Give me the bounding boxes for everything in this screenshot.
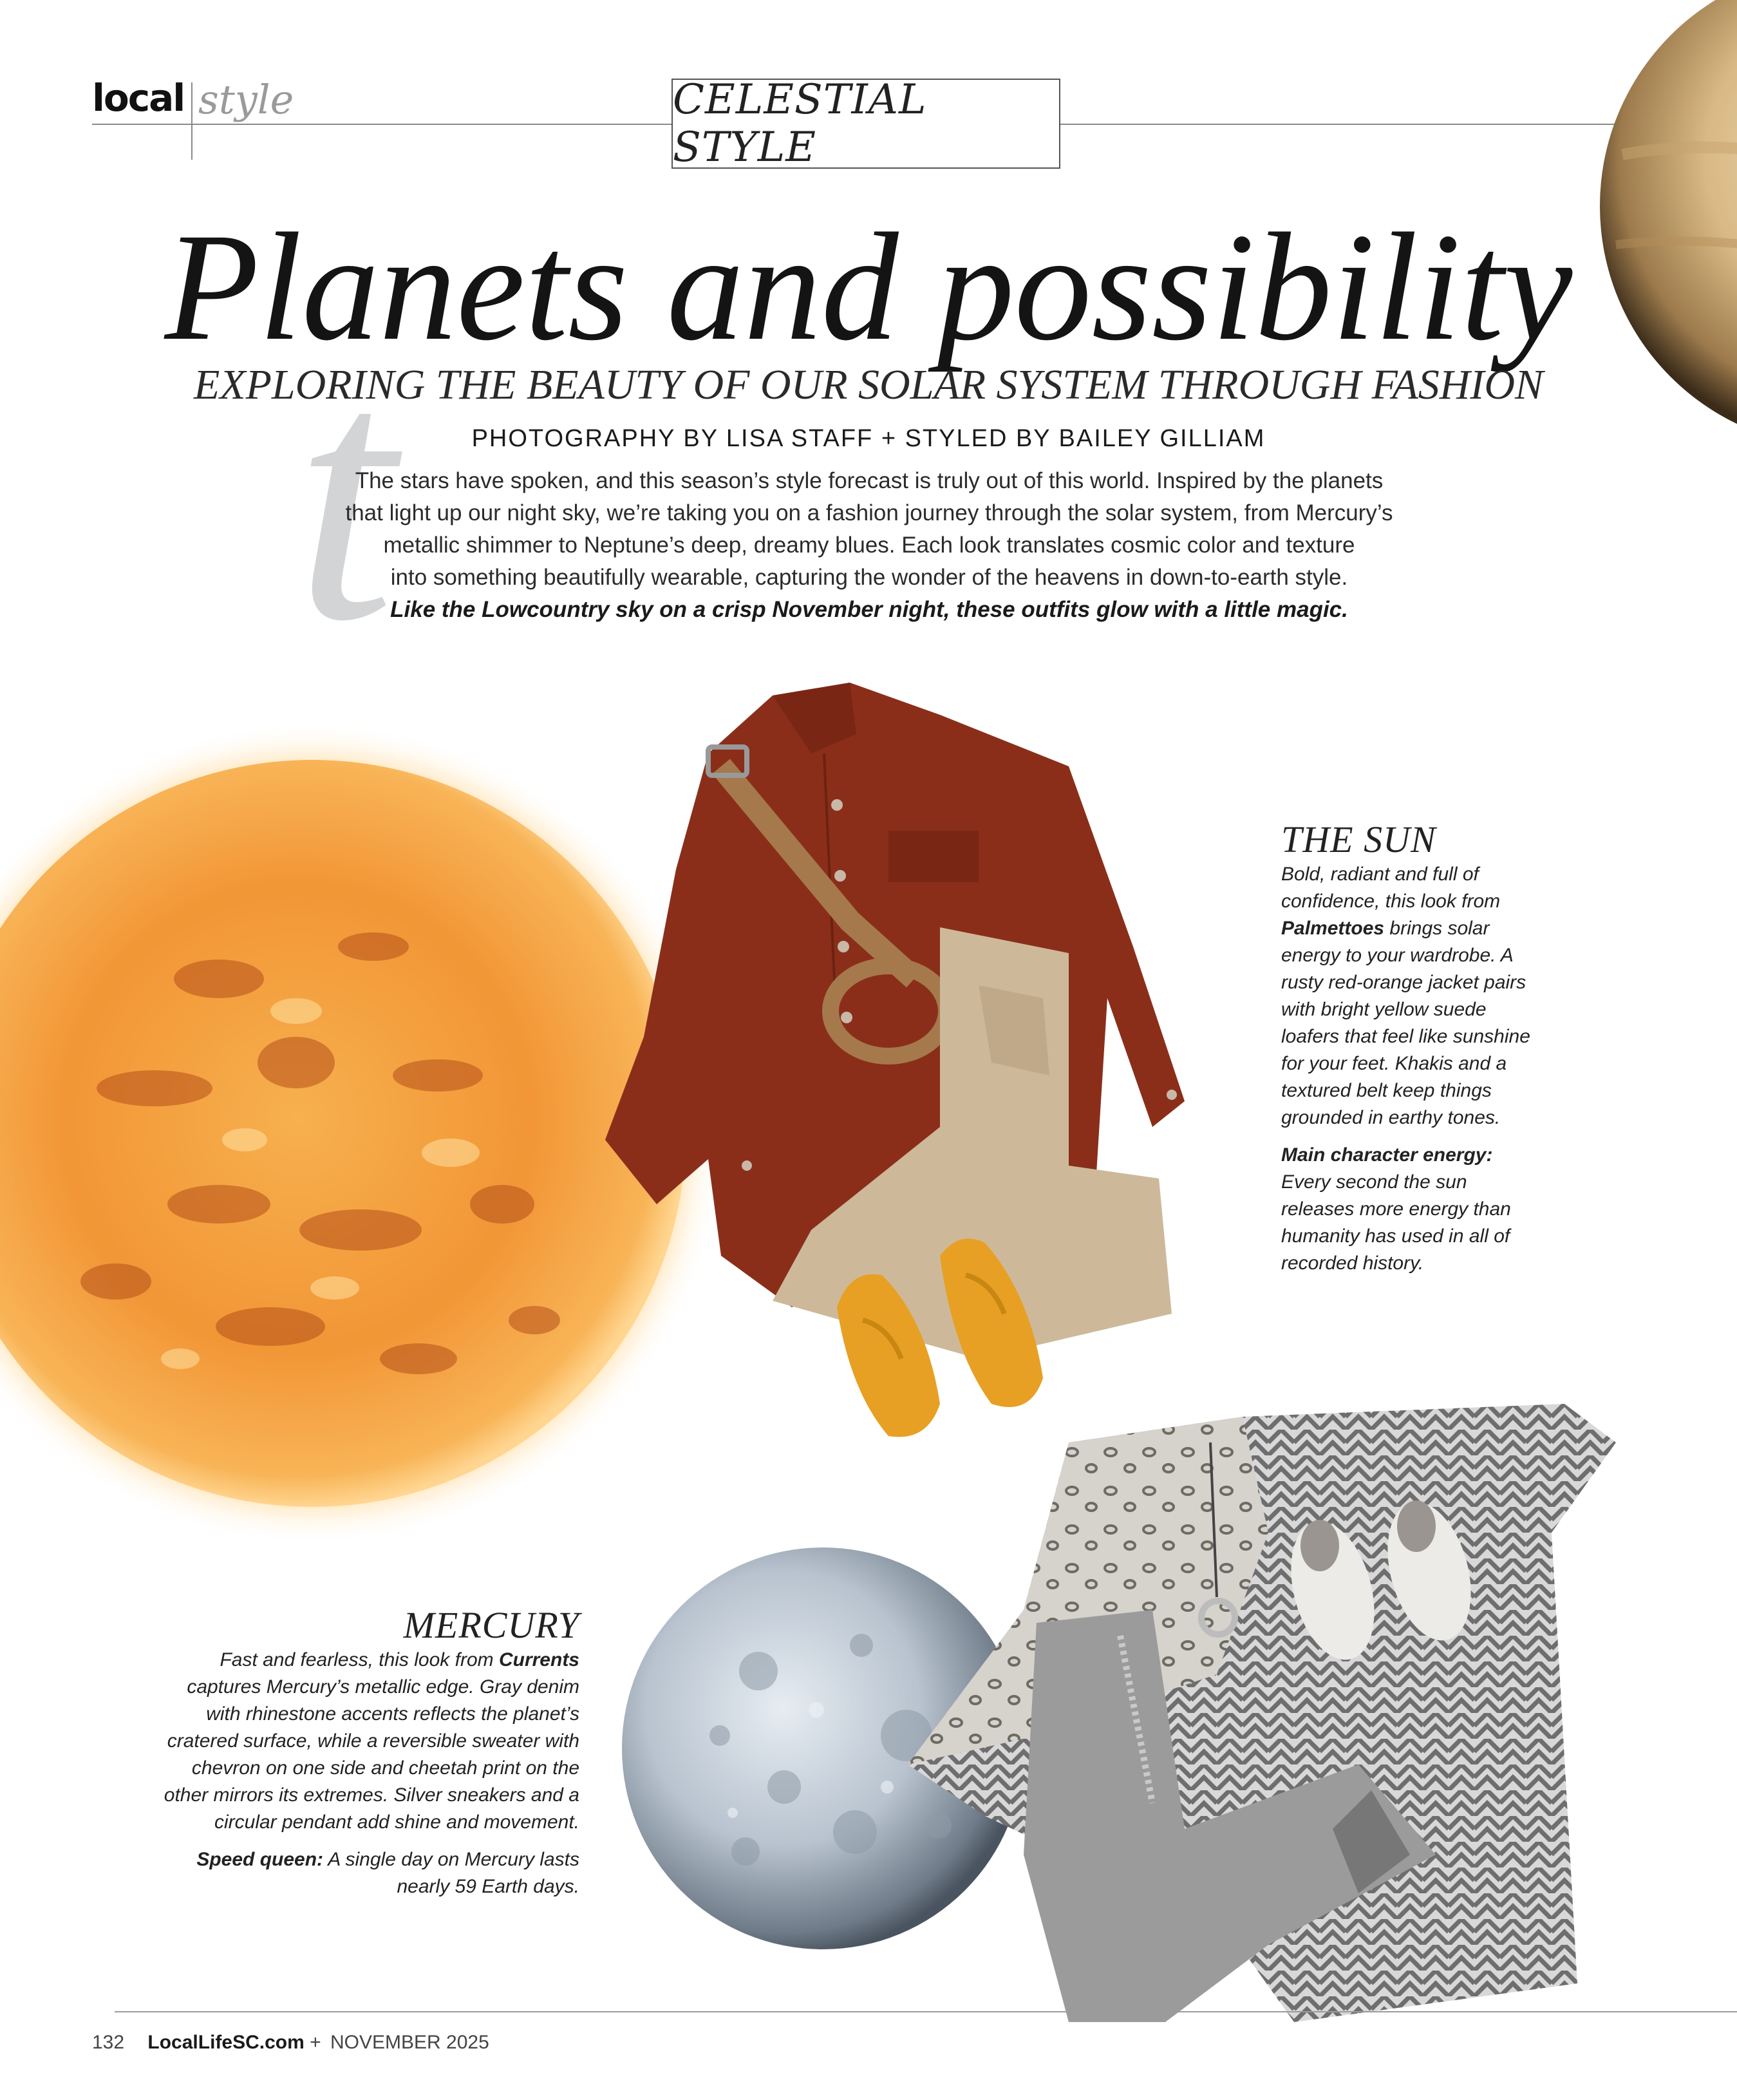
caption-line: circular pendant add shine and movement.	[214, 1811, 579, 1833]
headline: Planets and possibility	[164, 201, 1573, 372]
caption-line: confidence, this look from	[1281, 891, 1501, 912]
fact-label: Speed queen:	[196, 1849, 324, 1870]
caption-line: with bright yellow suede	[1281, 999, 1487, 1020]
logo-divider	[191, 82, 192, 160]
caption-line: for your feet. Khakis and a	[1281, 1053, 1507, 1074]
fact-line: humanity has used in all of	[1281, 1225, 1510, 1247]
sun-caption-fact	[1281, 1142, 1616, 1277]
fact-text: A single day on Mercury lasts	[323, 1849, 579, 1870]
section-label: CELESTIAL STYLE	[673, 76, 927, 171]
mercury-caption-title: MERCURY	[403, 1604, 579, 1646]
caption-line: energy to your wardrobe. A	[1281, 945, 1514, 966]
logo-local: local	[92, 76, 185, 120]
store-name: Palmettoes	[1281, 918, 1385, 939]
photo-credits: PHOTOGRAPHY BY LISA STAFF + STYLED BY BAILEY GILLIAM	[471, 425, 1266, 452]
logo-style: style	[198, 76, 294, 123]
fact-line: releases more energy than	[1281, 1198, 1511, 1220]
intro-line: that light up our night sky, we’re taking you on a fashion journey through the solar system, from Mercury’s	[345, 500, 1393, 525]
caption-line: Bold, radiant and full of	[1281, 864, 1479, 885]
caption-line: with rhinestone accents reflects the planet’s	[206, 1703, 579, 1725]
intro-line: into something beautifully wearable, capturing the wonder of the heavens in down-to-earth style.	[390, 565, 1348, 590]
sun-caption	[1281, 818, 1616, 1277]
fact-line: recorded history.	[1281, 1253, 1424, 1274]
fact-label	[1281, 1142, 1616, 1169]
caption-line: captures Mercury’s metallic edge. Gray denim	[187, 1676, 579, 1698]
section-label-box	[671, 76, 1060, 171]
subheadline: EXPLORING THE BEAUTY OF OUR SOLAR SYSTEM THROUGH FASHION	[193, 361, 1544, 408]
intro-emphasis: Like the Lowcountry sky on a crisp November night, these outfits glow with a little magic.	[390, 597, 1348, 622]
fact-label-text: Main character energy:	[1281, 1144, 1493, 1166]
caption-line: cratered surface, while a reversible sweater with	[167, 1730, 579, 1752]
caption-line-store	[1281, 915, 1616, 942]
fact-line	[129, 1846, 579, 1873]
caption-text: brings solar	[1384, 918, 1490, 939]
fact-line: nearly 59 Earth days.	[397, 1876, 579, 1897]
caption-line: grounded in earthy tones.	[1281, 1107, 1501, 1128]
caption-text: Fast and fearless, this look from	[220, 1649, 499, 1670]
fact-line: Every second the sun	[1281, 1171, 1467, 1193]
page-number: 132	[92, 2032, 125, 2053]
intro-paragraph	[277, 465, 1461, 626]
caption-line: other mirrors its extremes. Silver sneakers and a	[164, 1784, 579, 1806]
sun-caption-body	[1281, 861, 1616, 1131]
caption-line: rusty red-orange jacket pairs	[1281, 972, 1526, 993]
caption-line: chevron on one side and cheetah print on the	[191, 1757, 579, 1779]
sun-caption-title: THE SUN	[1281, 818, 1436, 860]
footer-issue: NOVEMBER 2025	[330, 2032, 489, 2053]
mercury-caption	[129, 1603, 579, 1900]
footer-rule	[115, 2011, 1737, 2012]
header-rule-left	[92, 124, 671, 125]
intro-line: metallic shimmer to Neptune’s deep, dreamy blues. Each look translates cosmic color and texture	[383, 533, 1355, 558]
caption-line: loafers that feel like sunshine	[1281, 1026, 1530, 1047]
mercury-caption-body	[129, 1647, 579, 1836]
footer-site: LocalLifeSC.com	[147, 2032, 305, 2053]
footer-separator: +	[310, 2032, 321, 2053]
caption-line: textured belt keep things	[1281, 1080, 1492, 1101]
footer	[92, 2032, 489, 2054]
mercury-caption-fact	[129, 1846, 579, 1900]
sun-outfit-image	[579, 676, 1275, 1468]
store-name: Currents	[498, 1649, 579, 1670]
intro-line: The stars have spoken, and this season’s style forecast is truly out of this world. Inspired by the planets	[355, 468, 1384, 493]
mercury-outfit-image	[908, 1404, 1629, 2022]
caption-line-store	[129, 1647, 579, 1674]
dropcap: t	[295, 296, 395, 695]
